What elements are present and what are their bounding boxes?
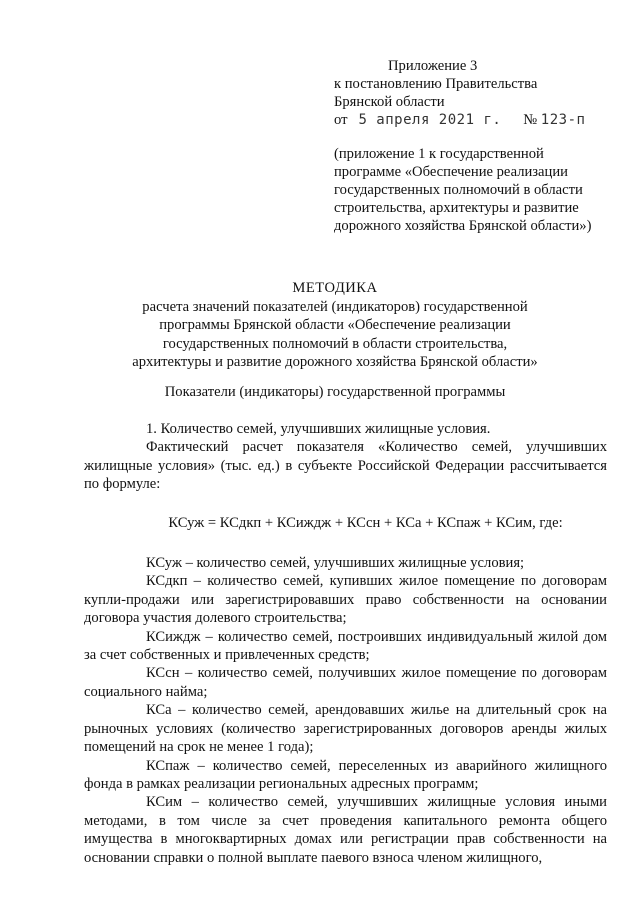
handwritten-date: 5 апреля 2021 г. xyxy=(358,112,502,128)
title-line: архитектуры и развитие дорожного хозяйства Брянской области» xyxy=(132,354,538,370)
item-heading: 1. Количество семей, улучшивших жилищные условия. xyxy=(146,421,491,437)
number-prefix: № xyxy=(523,112,538,128)
resolution-line: к постановлению Правительства xyxy=(334,76,538,92)
document-title xyxy=(90,279,580,372)
date-prefix: от xyxy=(334,112,348,128)
definition-item: КСуж – количество семей, улучшивших жилищные условия; xyxy=(146,555,525,572)
program-reference-line: дорожного хозяйства Брянской области») xyxy=(334,218,592,234)
formula: КСуж = КСдкп + КСиждж + КСсн + КСа + КСпаж + КСим, где: xyxy=(168,514,563,531)
program-reference-line: государственных полномочий в области xyxy=(334,182,583,198)
handwritten-number: 123-п xyxy=(540,112,586,128)
program-reference-line: строительства, архитектуры и развитие xyxy=(334,200,579,216)
appendix-number: Приложение 3 xyxy=(388,58,478,74)
program-reference-line: (приложение 1 к государственной xyxy=(334,146,544,162)
definition-item: КСиждж – количество семей, построивших индивидуальный жилой дом за счет собственных и привлеченных средств; xyxy=(84,628,607,664)
section-subtitle: Показатели (индикаторы) государственной программы xyxy=(164,384,506,400)
title-line: государственных полномочий в области строительства, xyxy=(162,335,508,352)
title-heading: МЕТОДИКА xyxy=(292,280,378,296)
appendix-header xyxy=(334,57,624,235)
definition-item: КСсн – количество семей, получивших жилое помещение по договорам социального найма; xyxy=(84,665,607,700)
definition-item: КСим – количество семей, улучшивших жилищные условия иными методами, в том числе за счет проведения капитального ремонта общего имущества в многоквартирных домах или регистрации прав собственности на основании справки о полной выплате паевого взноса членом жилищного, xyxy=(84,794,607,866)
program-reference-line: программе «Обеспечение реализации xyxy=(334,164,568,180)
title-line: программы Брянской области «Обеспечение реализации xyxy=(159,317,511,333)
definition-item: КСа – количество семей, арендовавших жилье на длительный срок на рыночных условиях (количество зарегистрированных договоров аренды жилых помещений на срок не менее 1 года); xyxy=(84,702,607,756)
region-line: Брянской области xyxy=(334,94,445,110)
title-line: расчета значений показателей (индикаторов) государственной xyxy=(142,298,528,315)
document-body xyxy=(84,420,607,867)
definition-item: КСдкп – количество семей, купивших жилое помещение по договорам купли-продажи или зарегистрировавших право собственности на основании договора участия долевого строительства; xyxy=(84,573,607,627)
definition-item: КСпаж – количество семей, переселенных из аварийного жилищного фонда в рамках реализации региональных адресных программ; xyxy=(84,757,607,792)
date-line xyxy=(334,111,624,129)
program-reference xyxy=(334,145,624,235)
calc-paragraph: Фактический расчет показателя «Количество семей, улучшивших жилищные условия» (тыс. ед.) в субъекте Российской Федерации рассчитывается по формуле: xyxy=(84,439,607,493)
